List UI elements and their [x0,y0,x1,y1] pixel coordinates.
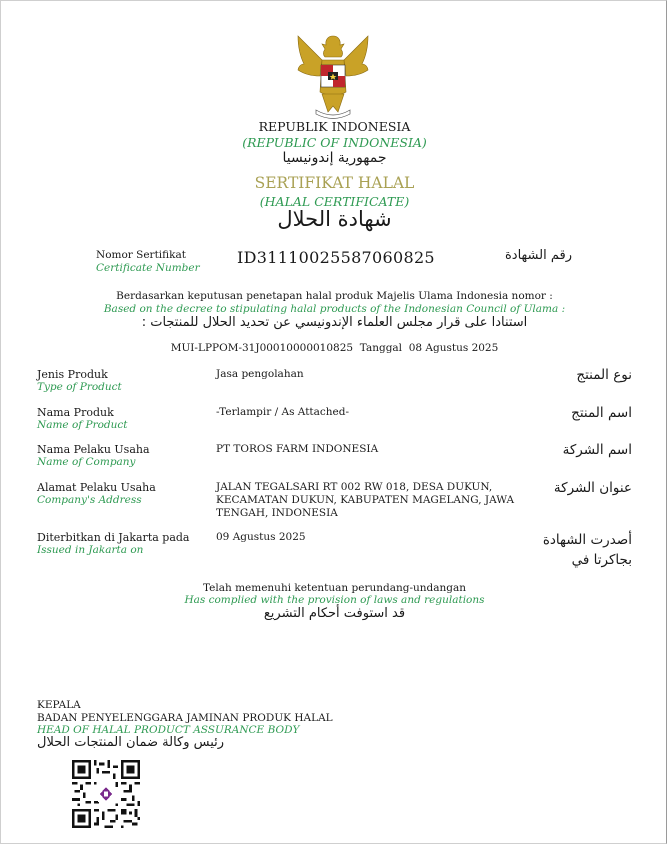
garuda-emblem [292,30,374,120]
certificate-number-label-en: Certificate Number [96,262,200,274]
decree-text-ar: استنادا على قرار مجلس العلماء الإندونيسي عن تحديد الحلال للمنتجات : [141,315,528,330]
compliance-text-ar: قد استوفت أحكام التشريع [263,606,406,621]
field-label-ar: اسم المنتج [571,405,632,421]
field-label-en: Type of Product [37,381,122,393]
field-value: JALAN TEGALSARI RT 002 RW 018, DESA DUKUN, KECAMATAN DUKUN, KABUPATEN MAGELANG, JAWA TENGAH, INDONESIA [216,481,515,519]
field-label: Jenis Produk [37,368,108,381]
certificate-title-ar: شهادة الحلال [277,207,392,231]
signatory-body-ar: رئيس وكالة ضمان المنتجات الحلال [37,735,225,750]
decree-text-en: Based on the decree to stipulating halal products of the Indonesian Council of Ulama : [103,303,566,315]
field-label-en: Name of Product [37,419,128,431]
decree-text: Berdasarkan keputusan penetapan halal produk Majelis Ulama Indonesia nomor : [116,290,553,302]
field-label-en: Name of Company [37,456,136,468]
certificate-title-en: (HALAL CERTIFICATE) [259,194,410,209]
field-value: PT TOROS FARM INDONESIA [216,443,379,455]
qr-code [72,760,140,828]
compliance-text: Telah memenuhi ketentuan perundang-undangan [202,582,467,594]
country-name-en: (REPUBLIC OF INDONESIA) [242,135,427,150]
field-label-en: Company's Address [37,494,142,506]
certificate-title: SERTIFIKAT HALAL [254,174,415,192]
signatory-body: BADAN PENYELENGGARA JAMINAN PRODUK HALAL [37,712,333,724]
field-label-en: Issued in Jakarta on [37,544,144,556]
signatory-title: KEPALA [37,699,81,711]
field-label: Diterbitkan di Jakarta pada [37,531,190,544]
certificate-number-label: Nomor Sertifikat [96,249,186,261]
field-label-ar: أصدرت الشهادة بجاكرتا في [542,532,632,568]
field-label: Nama Pelaku Usaha [37,443,150,456]
field-value: -Terlampir / As Attached- [216,406,350,418]
certificate-number-label-ar: رقم الشهادة [505,248,572,263]
country-name: REPUBLIK INDONESIA [258,119,411,134]
country-name-ar: جمهورية إندونيسيا [282,150,387,166]
field-label-ar: عنوان الشركة [553,480,632,496]
decree-number: MUI-LPPOM-31J00010000010825 Tanggal 08 Agustus 2025 [170,342,499,354]
certificate-number: ID31110025587060825 [237,248,435,267]
field-label: Nama Produk [37,406,114,419]
compliance-text-en: Has complied with the provision of laws and regulations [184,594,485,606]
field-label-ar: اسم الشركة [562,442,632,458]
field-label-ar: نوع المنتج [576,367,632,383]
field-label: Alamat Pelaku Usaha [37,481,156,494]
field-value: 09 Agustus 2025 [216,531,306,543]
signatory-body-en: HEAD OF HALAL PRODUCT ASSURANCE BODY [37,724,300,736]
field-value: Jasa pengolahan [216,368,304,380]
